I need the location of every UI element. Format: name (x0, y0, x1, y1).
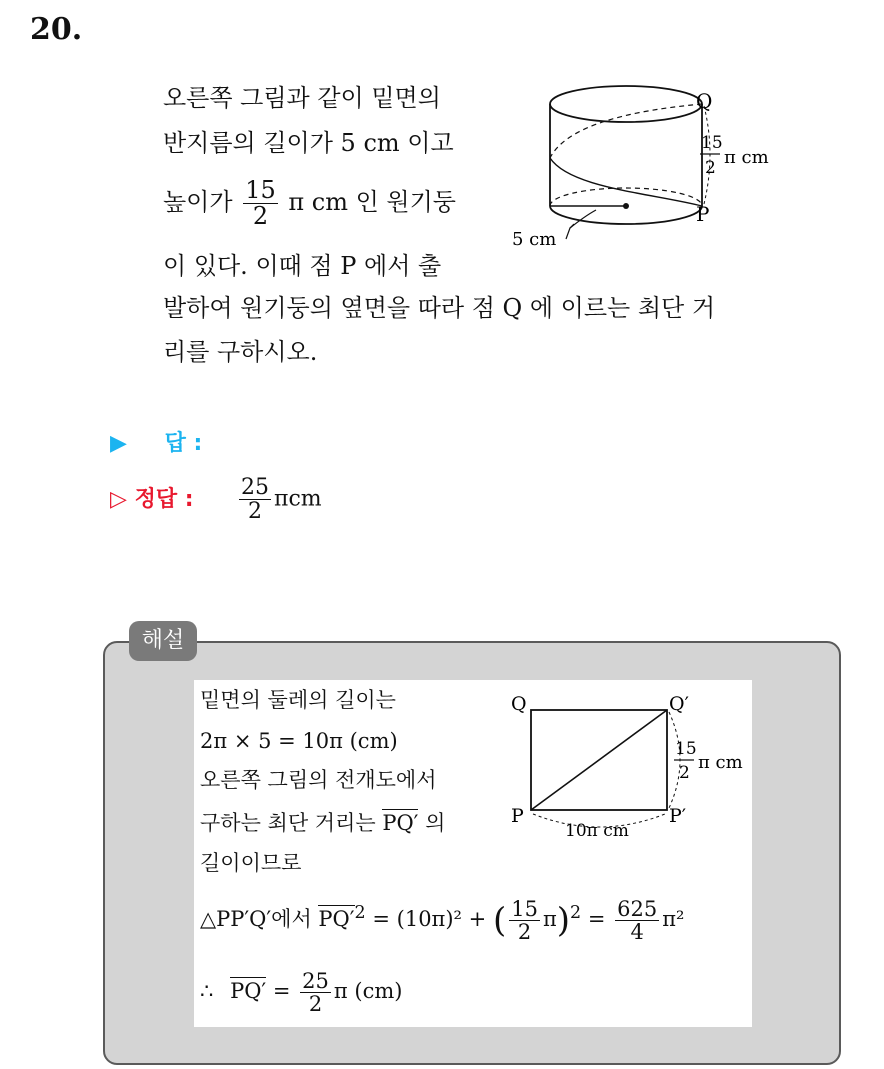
play-icon: ▶ (110, 431, 127, 456)
eq2-den: 2 (308, 992, 323, 1017)
eq2-eq: = (272, 979, 291, 1004)
eq2-tail: π (cm) (333, 979, 403, 1004)
eq2-prefix: ∴ (200, 979, 214, 1004)
answer-blank-row (110, 426, 202, 457)
eq2-num: 25 (302, 969, 329, 993)
answer-value (236, 476, 322, 523)
fig-height-den: 2 (705, 158, 716, 178)
net-label-q: Q (511, 693, 527, 715)
fig-height-unit: π cm (724, 147, 769, 168)
solution-line-3: 오른쪽 그림의 전개도에서 (200, 768, 437, 792)
cylinder-figure (510, 78, 800, 258)
answer-unit: πcm (274, 486, 322, 512)
fig-radius-label: 5 cm (512, 229, 557, 250)
question-line-2: 반지름의 길이가 5 cm 이고 (163, 129, 454, 157)
question-line-3-b: π cm 인 원기둥 (288, 188, 456, 217)
solution-line-4-b: 의 (425, 811, 446, 835)
fig-label-q: Q (696, 89, 713, 113)
outline-play-icon: ▷ (110, 487, 127, 512)
net-w-label: 10π cm (565, 821, 629, 841)
answer-correct-row (110, 482, 194, 513)
question-number: 20. (30, 12, 83, 47)
net-figure (505, 688, 755, 848)
eq1-prefix: △PP′Q′에서 (200, 907, 312, 932)
eq1-frac (615, 898, 659, 943)
eq1-paren-tail: π (542, 907, 557, 932)
question-line-1: 오른쪽 그림과 같이 밑면의 (163, 84, 441, 112)
solution-line-1: 밑면의 둘레의 길이는 (200, 688, 396, 712)
answer-fraction (239, 476, 271, 523)
eq1-paren-frac (509, 898, 540, 943)
height-fraction-num: 15 (245, 176, 276, 204)
question-line-4: 이 있다. 이때 점 P 에서 출 (163, 252, 442, 280)
net-label-p2: P′ (669, 805, 687, 827)
net-label-p: P (511, 805, 524, 827)
eq1-num: 625 (617, 897, 658, 921)
net-label-q2: Q′ (669, 693, 689, 715)
eq2-frac (300, 970, 331, 1015)
solution-eq1: △PP′Q′에서 $PQ'^2 = (10\pi)^2$ + ( $\frac{15}{2}$ π)$^2$ = $\frac{625}{4}$ π² (200, 897, 685, 945)
eq1-mid: = (10π)² + (372, 907, 487, 932)
eq1-den: 4 (630, 920, 644, 945)
question-line-3 (163, 178, 456, 229)
net-h-num: 15 (675, 739, 697, 759)
height-fraction (243, 178, 278, 229)
answer-blank-label: 답 : (164, 431, 203, 456)
eq2-segment: PQ′ (230, 979, 267, 1004)
solution-line-2: 2π × 5 = 10π (cm) (200, 729, 398, 753)
solution-line-4 (200, 813, 445, 834)
net-h-den: 2 (679, 763, 690, 783)
answer-num: 25 (241, 475, 269, 500)
segment-pq: PQ′ (382, 811, 419, 835)
eq1-eq: = (587, 907, 606, 932)
question-line-5: 발하여 원기둥의 옆면을 따라 점 Q 에 이르는 최단 거 (163, 294, 716, 322)
fig-label-p: P (696, 202, 710, 226)
answer-den: 2 (248, 499, 262, 525)
height-fraction-den: 2 (252, 202, 269, 231)
eq1-segment: PQ′ (318, 907, 355, 932)
question-line-6: 리를 구하시오. (163, 338, 318, 366)
solution-eq2 (200, 970, 402, 1015)
eq1-tail: π² (662, 907, 685, 932)
answer-correct-label: 정답 : (134, 487, 194, 512)
question-line-3-a: 높이가 (163, 188, 233, 217)
solution-line-5: 길이이므로 (200, 851, 302, 875)
eq1-paren-den: 2 (517, 920, 532, 945)
net-h-unit: π cm (698, 752, 743, 773)
solution-tag: 해설 (129, 621, 197, 661)
solution-line-4-a: 구하는 최단 거리는 (200, 811, 376, 835)
eq1-paren-num: 15 (511, 897, 538, 921)
fig-height-num: 15 (701, 133, 723, 153)
